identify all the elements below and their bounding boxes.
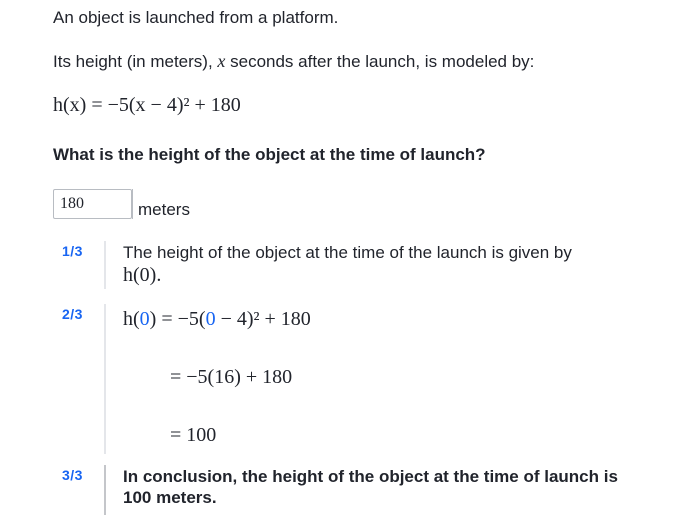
hint-2-counter: 2/3 [62,306,83,322]
hint-1-expression: h(0). [123,264,162,286]
hint-1-text: The height of the object at the time of the launch is given by [123,243,572,262]
hint-1-rule [104,241,106,289]
hint-1-counter: 1/3 [62,243,83,259]
hint-2-equation-line-2: = −5(16) + 180 [170,366,293,388]
hint-3-text: In conclusion, the height of the object at the time of launch is [123,467,618,486]
hint-3-counter: 3/3 [62,467,83,483]
model-equation: h(x) = −5(x − 4)² + 180 [53,94,241,116]
hint-2-equation-line-1: h(0) = −5(0 − 4)² + 180 [123,308,311,330]
hint-2-equation-line-3: = 100 [170,424,217,446]
answer-units-label: meters [138,200,190,219]
hint-3-rule [104,465,106,515]
hint-3-conclusion: 100 meters. [123,488,217,507]
model-sentence-variable: x [217,51,226,71]
model-sentence [53,51,534,72]
model-sentence-before: Its height (in meters), [53,52,218,71]
answer-input[interactable] [53,189,132,219]
model-sentence-after: seconds after the launch, is modeled by: [225,52,535,71]
hint-2-rule [104,304,106,454]
question-text: What is the height of the object at the time of launch? [53,145,486,164]
problem-intro: An object is launched from a platform. [53,8,339,27]
answer-units-divider [132,189,133,219]
